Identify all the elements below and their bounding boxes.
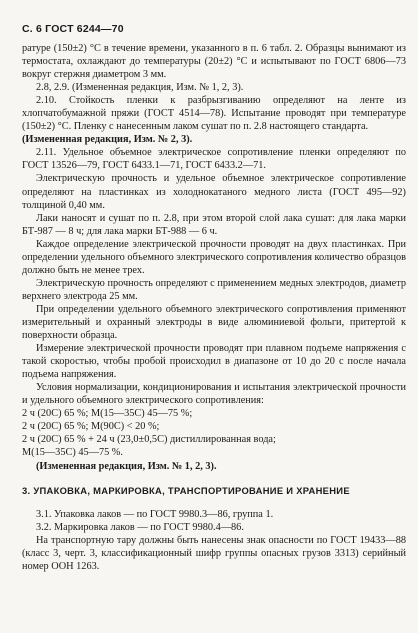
section-heading: 3. УПАКОВКА, МАРКИРОВКА, ТРАНСПОРТИРОВАНИЕ И ХРАНЕНИЕ: [22, 484, 350, 496]
paragraph: 3.2. Маркировка лаков — по ГОСТ 9980.4—86.: [36, 521, 244, 533]
paragraph: Лаки наносят и сушат по п. 2.8, при этом второй слой лака сушат: для лака марки БТ-987 — 8 ч; для лака марки БТ-988 — 6 ч.: [22, 212, 406, 237]
condition-line: 2 ч (20С) 65 %; М(15—35С) 45—75 %;: [22, 408, 193, 420]
paragraph: Измерение электрической прочности проводят при плавном подъеме напряжения с такой скоростью, чтобы пробой происходил в диапазоне от 10 до 20 с после начала подъема напряжения.: [22, 343, 406, 381]
paragraph: При определении удельного объемного электрического сопротивления применяют измерительный и охранный электроды в виде алюминиевой фольги, притертой к поверхности образца.: [22, 303, 406, 342]
document-body: [22, 42, 406, 573]
condition-line: М(15—35С) 45—75 %.: [22, 447, 123, 459]
condition-line: 2 ч (20С) 65 % + 24 ч (23,0±0,5С) дистиллированная вода;: [22, 434, 276, 446]
paragraph: Каждое определение электрической прочности проводят на двух пластинках. При определении удельного объемного электрического сопротивления количество образцов должно быть не менее трех.: [22, 238, 406, 276]
condition-line: 2 ч (20С) 65 %; М(90С) < 20 %;: [22, 421, 160, 433]
paragraph: На транспортную тару должны быть нанесены знак опасности по ГОСТ 19433—88 (класс 3, черт. 3, классификационный шифр группы опасных грузов 3313) серийный номер ООН 1263.: [22, 534, 406, 572]
paragraph: 2.11. Удельное объемное электрическое сопротивление пленки определяют по ГОСТ 13526—79, ГОСТ 6433.1—71, ГОСТ 6433.2—71.: [22, 147, 406, 172]
paragraph: 2.10. Стойкость пленки к разбрызгиванию определяют на ленте из хлопчатобумажной пряжи (ГОСТ 4514—78). Испытание проводят при температуре (150±2) °С. Пленку с нанесенным лаком сушат по п. 2.8 настоящего стандарта.: [22, 95, 406, 133]
amendment-note: (Измененная редакция, Изм. № 1, 2, 3).: [36, 460, 217, 472]
paragraph: Электрическую прочность и удельное объемное электрическое сопротивление определяют на пластинках из холоднокатаного медного листа (ГОСТ 495—92) толщиной 0,40 мм.: [22, 173, 406, 211]
amendment-note: 2.8, 2.9. (Измененная редакция, Изм. № 1, 2, 3).: [36, 82, 244, 94]
paragraph: Электрическую прочность определяют с применением медных электродов, диаметр верхнего электрода 25 мм.: [22, 277, 406, 302]
amendment-note: (Измененная редакция, Изм. № 2, 3).: [22, 134, 193, 146]
paragraph: Условия нормализации, кондиционирования и испытания электрической прочности и удельного объемного электрического сопротивления:: [22, 382, 406, 407]
page-header: С. 6 ГОСТ 6244—70: [22, 23, 124, 35]
paragraph: 3.1. Упаковка лаков — по ГОСТ 9980.3—86, группа 1.: [36, 508, 274, 520]
paragraph: ратуре (150±2) °С в течение времени, указанного в п. 6 табл. 2. Образцы вынимают из термостата, охлаждают до температуры (20±2) °С и испытывают по ГОСТ 6806—73 вокруг стержня диаметром 3 мм.: [22, 43, 406, 81]
